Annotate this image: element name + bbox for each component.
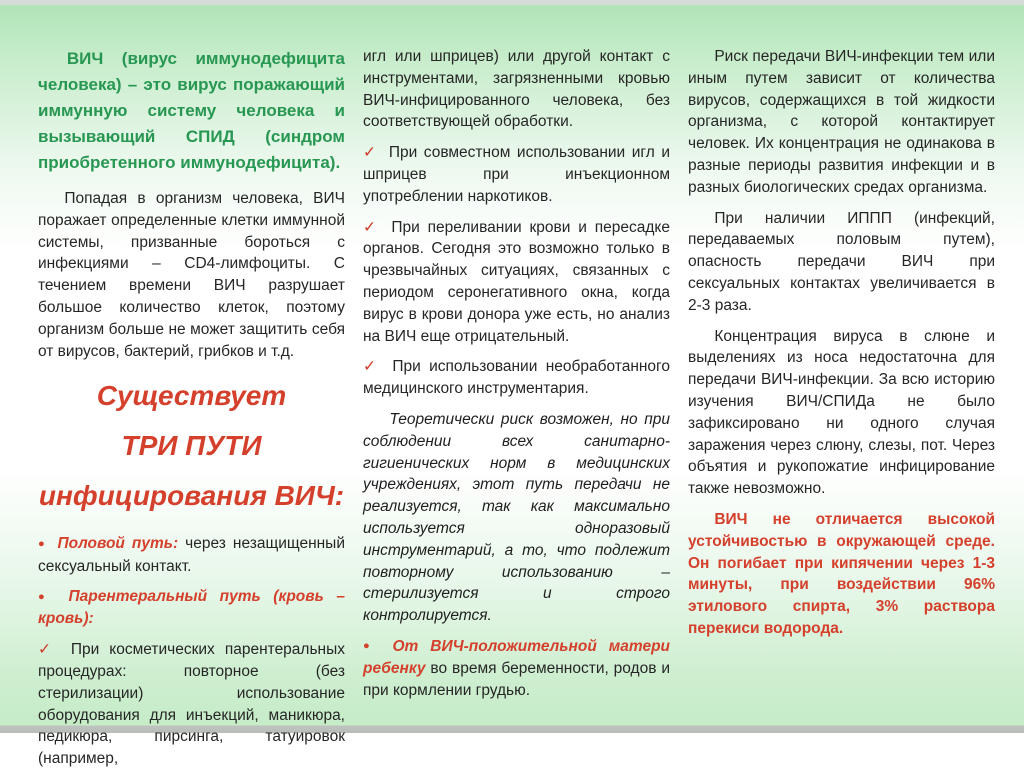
shared-needles-item [363,142,670,207]
shared-needles-text: При совместном использовании игл и шприцев при инъекционном употреблении наркотиков. [363,144,670,205]
check-icon: ✓ [363,218,380,236]
brochure-content [38,46,995,779]
parenteral-route-label: Парентеральный путь (кровь – кровь): [38,588,345,628]
column-right [688,46,995,779]
cosmetic-procedures-item [38,639,345,770]
sti-risk-paragraph: При наличии ИППП (инфекций, передаваемых половым путем), опасность передачи ВИЧ при сексуальных контактах увеличивается в 2-3 раза. [688,209,995,314]
column-middle [363,46,670,779]
heading-line-1: Существует [96,380,287,412]
check-icon: ✓ [363,358,380,376]
heading-line-3: инфицирования ВИЧ: [38,480,345,512]
heading-line-2: ТРИ ПУТИ [121,430,262,462]
medical-instruments-text: При использовании необработанного медицинского инструментария. [363,358,670,398]
theoretical-risk-note: Теоретически риск возможен, но при соблюдении всех санитарно-гигиенических норм в медицинских учреждениях, этот путь передачи не реализуется, так как максимально используется одноразовый инструментарий, а то, что подлежит повторному использованию – стерилизуется и строго контролируется. [363,410,670,625]
blood-transfusion-item [363,217,670,348]
sexual-route-bullet [38,533,345,577]
check-icon: ✓ [363,144,379,162]
sexual-route-label: Половой путь: [57,535,179,553]
column-left [38,46,345,779]
risk-dependence-paragraph: Риск передачи ВИЧ-инфекции тем или иным путем зависит от количества вирусов, содержащихся в той жидкости организма, с которой контактирует человек. Их концентрация не одинакова в разные периоды развития инфекции и в разных биологических средах организма. [688,48,995,196]
needles-continuation-paragraph: игл или шприцев) или другой контакт с инструментами, загрязненными кровью ВИЧ-инфицированного человека, без соответствующей обработки. [363,48,670,131]
virus-stability-note: ВИЧ не отличается высокой устойчивостью в окружающей среде. Он погибает при кипячении через 1-3 минуты, при воздействии 96% этилового спирта, 3% раствора перекиси водорода. [688,510,995,637]
hiv-definition-paragraph: ВИЧ (вирус иммунодефицита человека) – это вирус поражающий иммунную систему человека и вызывающий СПИД (синдром приобретенного иммунодефицита). [38,49,345,172]
bullet-icon: ● [38,590,53,603]
hiv-mechanism-paragraph: Попадая в организм человека, ВИЧ поражает определенные клетки иммунной системы, призванные бороться с инфекциями – CD4-лимфоциты. С течением времени ВИЧ разрушает большое количество клеток, поэтому организм больше не может защитить себя от вирусов, бактерий, грибков и т.д. [38,190,345,360]
cosmetic-procedures-text: При косметических парентеральных процедурах: повторное (без стерилизации) использование оборудования для инъекций, маникюра, педикюра, пирсинга, татуировок (например, [38,641,345,768]
blood-transfusion-text: При переливании крови и пересадке органов. Сегодня это возможно только в чрезвычайных ситуациях, связанных с периодом серонегативного окна, когда вирус в крови донора уже есть, но анализ на ВИЧ еще отрицательный. [363,218,670,345]
mother-to-child-label: От ВИЧ-положительной матери ребенку [363,637,671,678]
three-ways-heading [38,371,345,521]
mother-to-child-bullet [363,636,670,702]
parenteral-route-bullet [38,586,345,630]
saliva-concentration-paragraph: Концентрация вируса в слюне и выделениях из носа недостаточна для передачи ВИЧ-инфекции. За всю историю изучения ВИЧ/СПИДа не было зафиксировано ни одного случая заражения через слюну, слезы, пот. Через объятия и рукопожатие инфицирование также невозможно. [688,327,995,498]
bullet-icon: ● [38,537,48,550]
sexual-route-text: через незащищенный сексуальный контакт. [38,535,345,575]
check-icon: ✓ [38,641,57,659]
mother-to-child-text: во время беременности, родов и при кормлении грудью. [363,660,670,699]
bullet-icon: ● [363,640,378,653]
medical-instruments-item [363,356,670,400]
